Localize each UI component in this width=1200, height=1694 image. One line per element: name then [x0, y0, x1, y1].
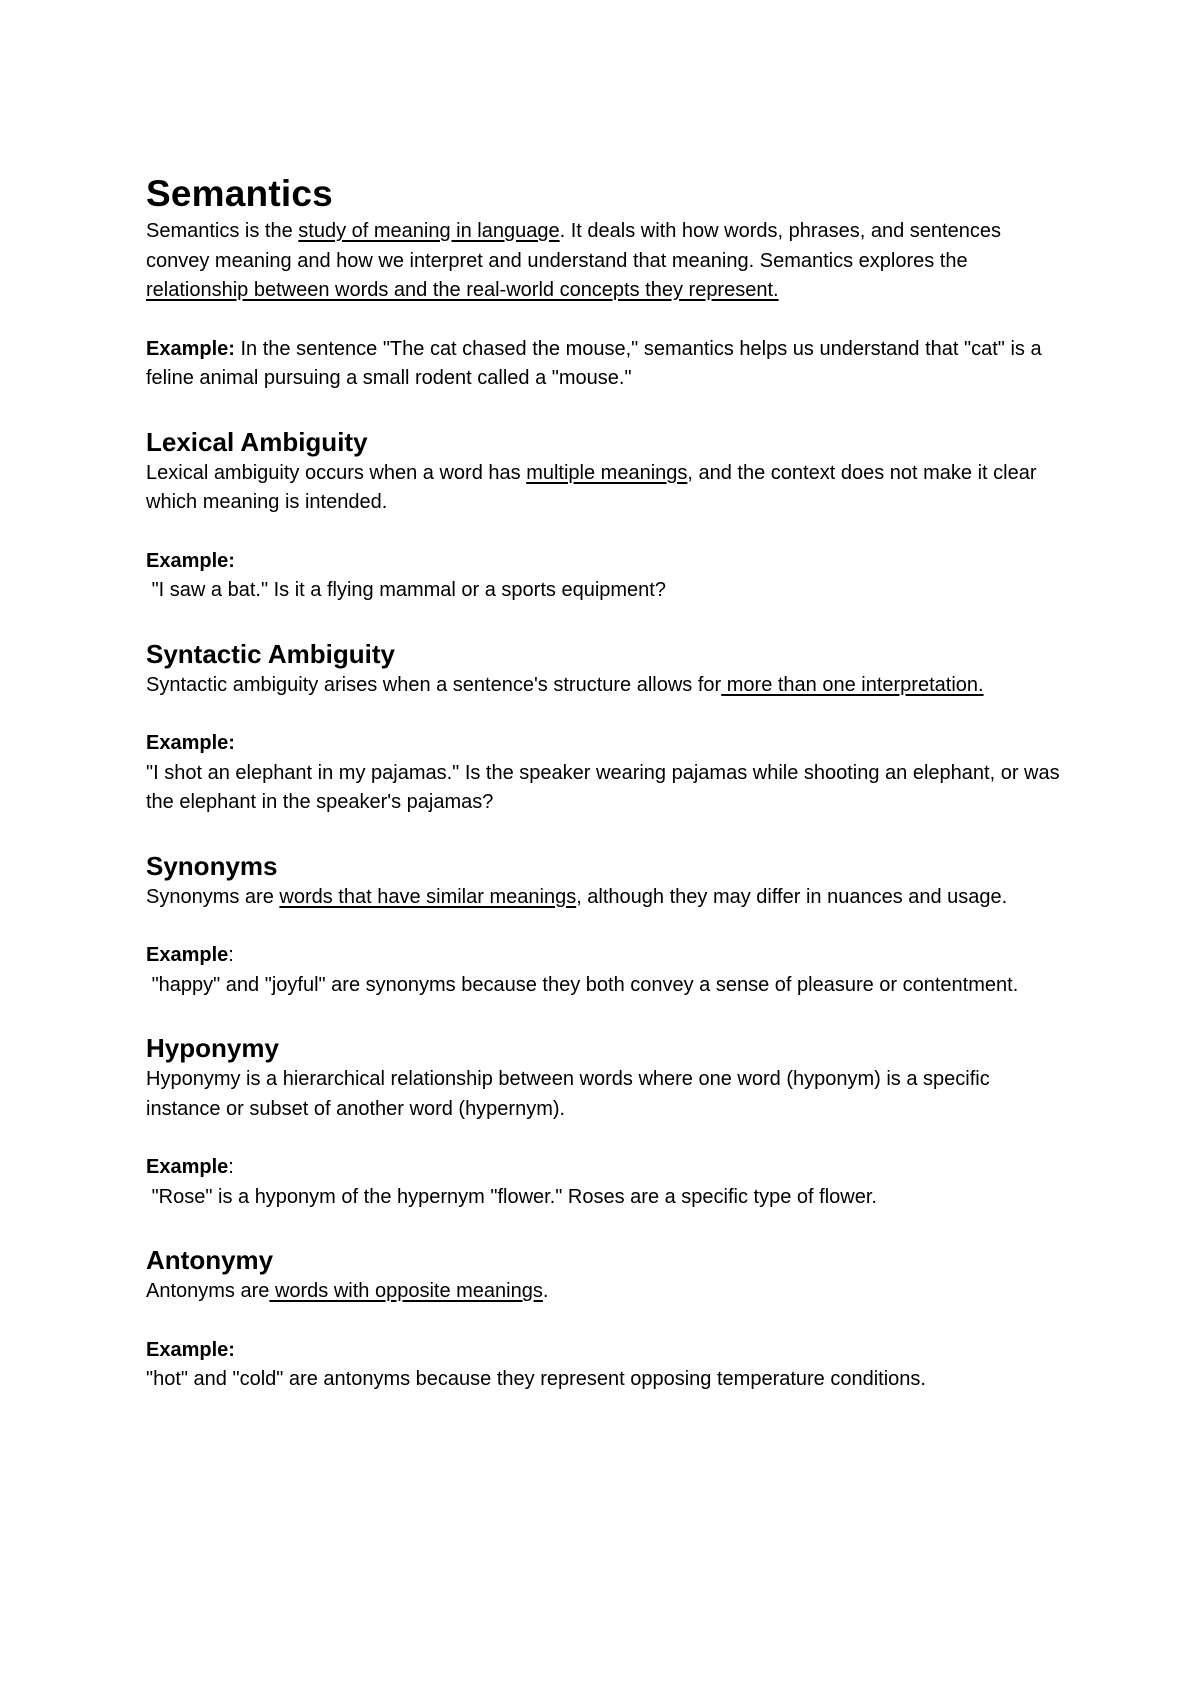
text-run: .: [542, 1280, 549, 1302]
semantics-definition: [146, 217, 1066, 306]
underlined-text: multiple meanings: [526, 461, 688, 484]
text-run: . It deals with how words, phrases, and sentences convey meaning and how we interpret and understand that meaning. Semantics explores the: [146, 220, 1001, 272]
document-page: [146, 172, 1066, 1395]
example-label: Example:: [146, 549, 235, 572]
example-label-line: [146, 1153, 1066, 1183]
example-label: Example:: [146, 337, 235, 360]
example-label: Example: [146, 944, 229, 966]
example-colon: :: [228, 944, 234, 966]
example-label-line: [146, 729, 1066, 759]
syntactic-ambiguity-example: "I shot an elephant in my pajamas." Is the speaker wearing pajamas while shooting an elephant, or was the elephant in the speaker's pajamas?: [146, 761, 1060, 813]
synonyms-definition: [146, 883, 1066, 913]
example-text: In the sentence "The cat chased the mouse," semantics helps us understand that "cat" is a feline animal pursuing a small rodent called a "mouse.": [146, 337, 1042, 389]
synonyms-example: "happy" and "joyful" are synonyms because they both convey a sense of pleasure or contentment.: [146, 973, 1019, 996]
underlined-text: more than one interpretation.: [721, 673, 984, 696]
section-heading-syntactic-ambiguity: Syntactic Ambiguity: [146, 638, 395, 669]
hyponymy-example: "Rose" is a hyponym of the hypernym "flower." Roses are a specific type of flower.: [146, 1185, 877, 1208]
underlined-text: words that have similar meanings: [279, 885, 577, 908]
underlined-text: study of meaning in language: [298, 220, 560, 242]
semantics-example: [146, 335, 1066, 394]
section-heading-hyponymy: Hyponymy: [146, 1033, 279, 1063]
syntactic-ambiguity-definition: [146, 671, 1066, 701]
text-run: Hyponymy is a hierarchical relationship between words where one word (hyponym) is a specific instance or subset of another word (hypernym).: [146, 1068, 990, 1120]
example-label: Example:: [146, 1338, 235, 1361]
lexical-ambiguity-definition: [146, 459, 1066, 518]
underlined-text: words with opposite meanings: [269, 1280, 543, 1302]
example-colon: :: [228, 1156, 234, 1178]
example-label-line: [146, 1336, 1066, 1366]
text-run: , although they may differ in nuances and usage.: [576, 885, 1008, 908]
text-run: Synonyms are: [146, 885, 280, 908]
antonymy-example: "hot" and "cold" are antonyms because they represent opposing temperature conditions.: [146, 1368, 926, 1390]
text-run: , and the context does not make it clear which meaning is intended.: [146, 461, 1037, 513]
antonymy-definition: [146, 1277, 1066, 1307]
example-label-line: [146, 547, 1066, 577]
underlined-text: relationship between words and the real-world concepts they represent.: [146, 279, 779, 301]
example-label: Example:: [146, 732, 235, 754]
example-label: Example: [146, 1156, 229, 1178]
section-heading-synonyms: Synonyms: [146, 850, 278, 881]
text-run: Antonyms are: [146, 1280, 270, 1302]
section-heading-lexical-ambiguity: Lexical Ambiguity: [146, 426, 368, 457]
example-label-line: [146, 941, 1066, 971]
text-run: Lexical ambiguity occurs when a word has: [146, 461, 527, 484]
lexical-ambiguity-example: "I saw a bat." Is it a flying mammal or a sports equipment?: [146, 579, 666, 601]
text-run: Semantics is the: [146, 220, 299, 242]
section-heading-antonymy: Antonymy: [146, 1245, 274, 1275]
text-run: Syntactic ambiguity arises when a sentence's structure allows for: [146, 673, 722, 696]
page-title: Semantics: [146, 173, 333, 214]
hyponymy-definition: [146, 1065, 1066, 1124]
